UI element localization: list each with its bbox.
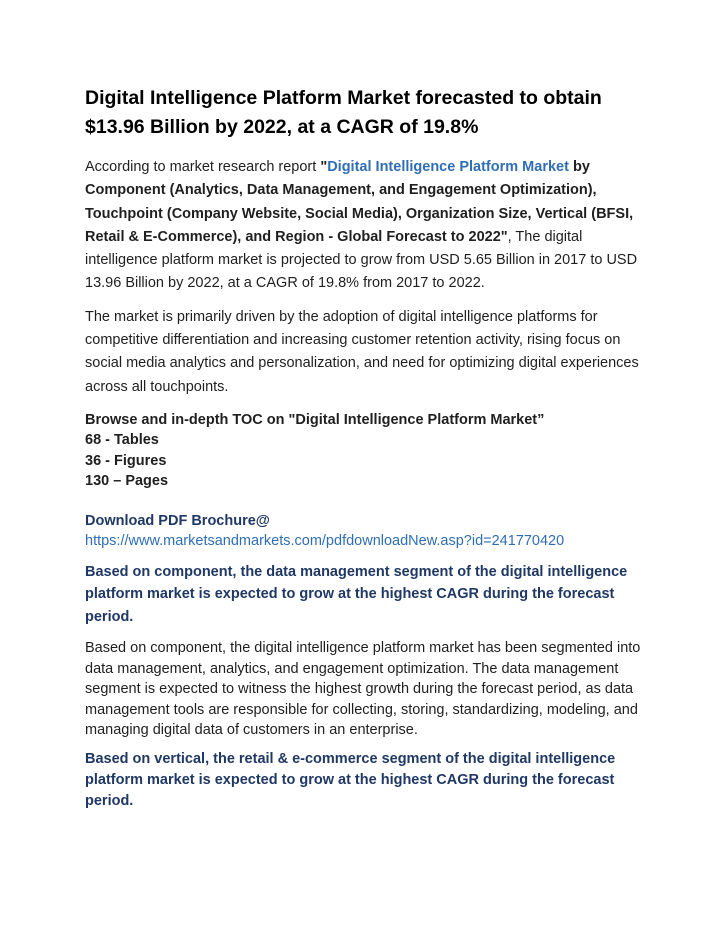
- market-drivers-paragraph: The market is primarily driven by the adoption of digital intelligence platforms for competitive differentiation and increasing customer retention activity, rising focus on social media analytics and personalization, and need for optimizing digital experiences across all touchpoints.: [85, 308, 639, 395]
- toc-tables: 68 - Tables: [85, 432, 159, 449]
- toc-pages: 130 – Pages: [85, 473, 169, 490]
- page-title: Digital Intelligence Platform Market forecasted to obtain $13.96 Billion by 2022, at a CAGR of 19.8%: [85, 87, 602, 138]
- document-body: [85, 84, 645, 812]
- toc-heading: Browse and in-depth TOC on "Digital Intelligence Platform Market”: [85, 411, 545, 428]
- intro-quote-open: ": [320, 159, 328, 175]
- intro-report-title: by Component (Analytics, Data Management, and Engagement Optimization), Touchpoint (Company Website, Social Media), Organization Size, Vertical (BFSI, Retail & E-Commerce), and Region - Global Forecast to 2022": [85, 159, 634, 245]
- download-label: Download PDF Brochure@: [85, 512, 270, 529]
- intro-prefix: According to market research report: [85, 159, 321, 175]
- toc-block: [85, 410, 645, 492]
- component-section-body: Based on component, the digital intelligence platform market has been segmented into data management, analytics, and engagement optimization. The data management segment is expected to witness the highest growth during the forecast period, as data management tools are responsible for collecting, storing, standardizing, modeling, and managing digital data of customers in an enterprise.: [85, 640, 641, 739]
- vertical-section-heading: Based on vertical, the retail & e-commerce segment of the digital intelligence platform market is expected to grow at the highest CAGR during the forecast period.: [85, 750, 616, 809]
- download-block: [85, 511, 645, 552]
- toc-figures: 36 - Figures: [85, 452, 167, 469]
- component-section-heading: Based on component, the data management segment of the digital intelligence platform market is expected to grow at the highest CAGR during the forecast period.: [85, 563, 628, 625]
- report-link[interactable]: Digital Intelligence Platform Market: [327, 159, 569, 175]
- download-url-link[interactable]: https://www.marketsandmarkets.com/pdfdownloadNew.asp?id=241770420: [85, 533, 565, 550]
- intro-suffix: , The digital intelligence platform market is projected to grow from USD 5.65 Billion in 2017 to USD 13.96 Billion by 2022, at a CAGR of 19.8% from 2017 to 2022.: [85, 228, 638, 292]
- intro-paragraph: [85, 156, 645, 296]
